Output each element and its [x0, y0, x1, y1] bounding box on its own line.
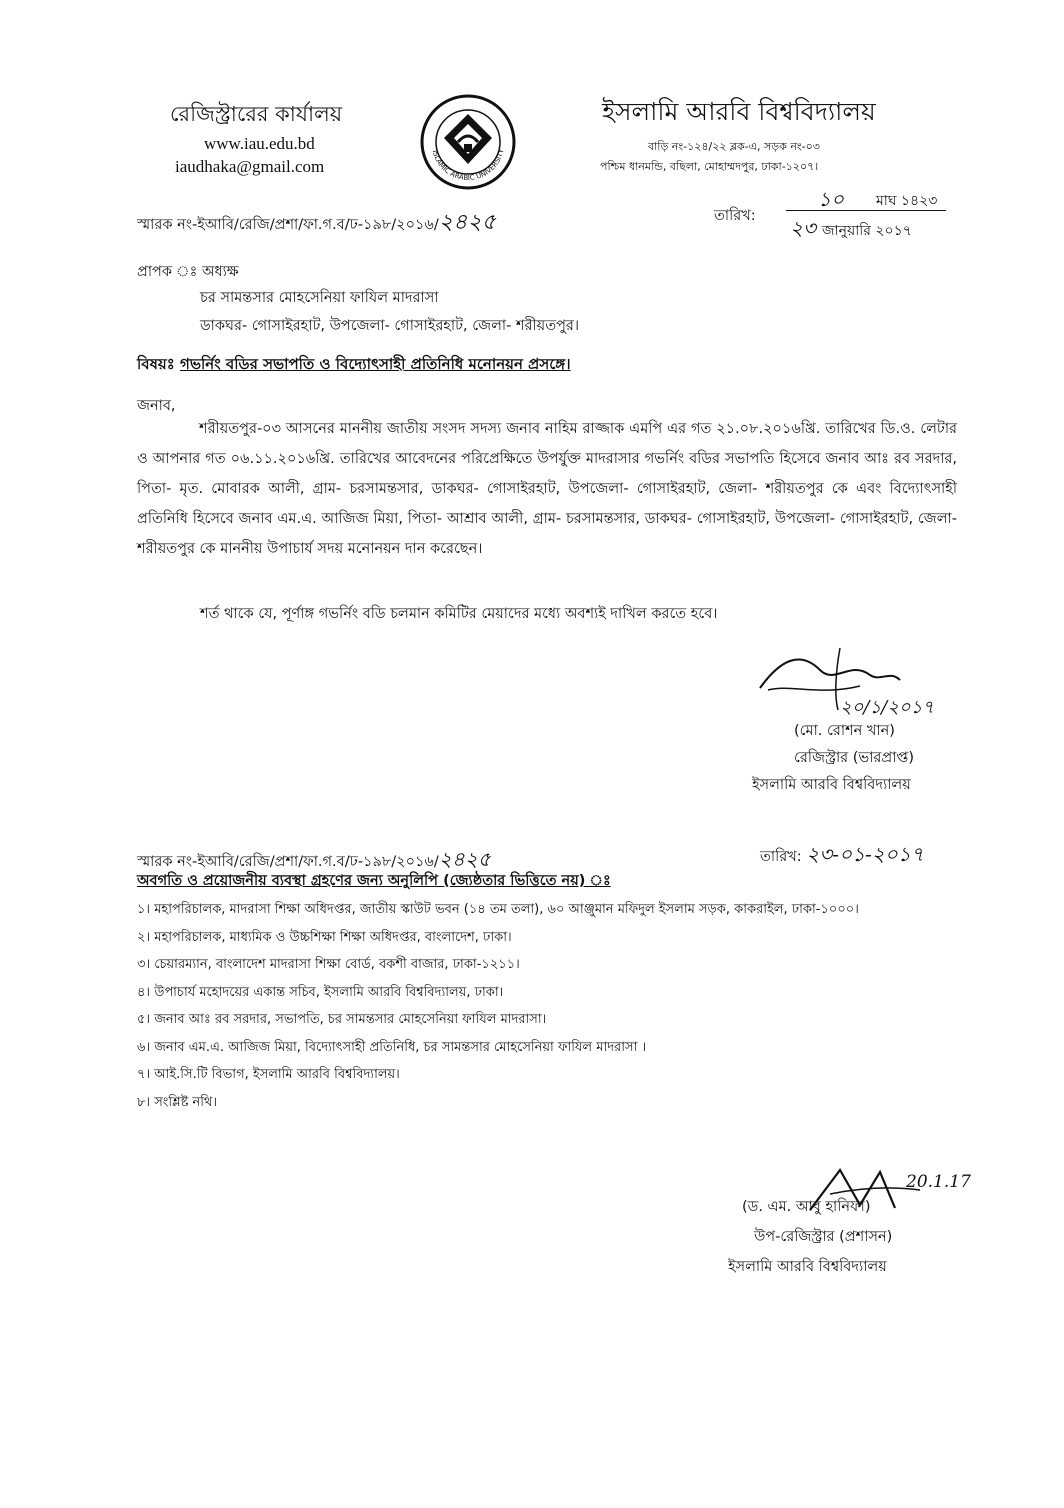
signature-2-date: 20.1.17 — [906, 1172, 971, 1192]
signature-1-org: ইসলামি আরবি বিশ্ববিদ্যালয় — [752, 777, 911, 793]
recipient-line-2: ডাকঘর- গোসাইরহাট, উপজেলা- গোসাইরহাট, জেলা- শরীয়তপুর। — [200, 318, 580, 334]
website[interactable]: www.iau.edu.bd — [204, 134, 315, 153]
memo-number-text: ইআবি/রেজি/প্রশা/ফা.গ.ব/ঢ-১৯৮/২০১৬/ — [197, 217, 439, 233]
memo-2-number-text: ইআবি/রেজি/প্রশা/ফা.গ.ব/ঢ-১৯৮/২০১৬/ — [197, 854, 439, 870]
subject — [137, 353, 571, 378]
address-line-2: পশ্চিম ধানমন্ডি, বছিলা, মোহাম্মদপুর, ঢাকা-১২০৭। — [600, 160, 819, 173]
memo-2-handwritten-date: ২৩-০১-২০১৭ — [806, 842, 924, 866]
office-name: রেজিস্ট্রারের কার্যালয় — [170, 102, 343, 126]
list-item: ৫। জনাব আঃ রব সরদার, সভাপতি, চর সামন্তসার মোহসেনিয়া ফাযিল মাদরাসা। — [137, 1012, 547, 1027]
memo-date-bn-day: ১০ — [818, 187, 844, 211]
recipient-label: প্রাপক ঃ অধ্যক্ষ — [137, 264, 239, 280]
memo-2-date-label: তারিখ: — [760, 849, 802, 865]
signature-2-name: (ড. এম. আবু হানিফা) — [742, 1199, 871, 1215]
list-item: ৪। উপাচার্য মহোদয়ের একান্ত সচিব, ইসলামি আরবি বিশ্ববিদ্যালয়, ঢাকা। — [137, 984, 504, 1000]
memo-2-label: স্মারক নং- — [137, 854, 198, 870]
university-logo — [418, 92, 518, 192]
salutation: জনাব, — [137, 398, 176, 414]
subject-text: গভর্নিং বডির সভাপতি ও বিদ্যোৎসাহী প্রতিনিধি মনোনয়ন প্রসঙ্গে। — [179, 355, 571, 373]
list-item: ৭। আই.সি.টি বিভাগ, ইসলামি আরবি বিশ্ববিদ্যালয়। — [137, 1067, 400, 1082]
recipient-line-1: চর সামন্তসার মোহসেনিয়া ফাযিল মাদরাসা — [200, 290, 439, 306]
memo-2-handwritten-number: ২৪২৫ — [438, 847, 491, 871]
logo-text: ISLAMIC ARABIC UNIVERSITY — [430, 148, 506, 183]
body-paragraph-1: শরীয়তপুর-০৩ আসনের মাননীয় জাতীয় সংসদ সদস্য জনাব নাহিম রাজ্জাক এমপি এর গত ২১.০৮.২০১৬খ্রি. তারিখের ডি.ও. লেটার ও আপনার গত ০৬.১১.২০১৬খ্রি. তারিখের আবেদনের পরিপ্রেক্ষিতে উপর্যুক্ত মাদরাসার গভর্নিং বডির সভাপতি হিসেবে জনাব আঃ রব সরদার, পিতা- মৃত. মোবারক আলী, গ্রাম- চরসামন্তসার, ডাকঘর- গোসাইরহাট, উপজেলা- গোসাইরহাট, জেলা- শরীয়তপুর কে এবং বিদ্যোৎসাহী প্রতিনিধি হিসেবে জনাব এম.এ. আজিজ মিয়া, পিতা- আশ্রাব আলী, গ্রাম- চরসামন্তসার, ডাকঘর- গোসাইরহাট, উপজেলা- গোসাইরহাট, জেলা- শরীয়তপুর কে মাননীয় উপাচার্য সদয় মনোনয়ন দান করেছেন। — [137, 421, 957, 557]
memo-date-bn-month: মাঘ ১৪২৩ — [876, 193, 938, 209]
signature-1-title: রেজিস্ট্রার (ভারপ্রাপ্ত) — [794, 750, 915, 766]
list-item: ২। মহাপরিচালক, মাধ্যমিক ও উচ্চশিক্ষা শিক্ষা অধিদপ্তর, বাংলাদেশ, ঢাকা। — [137, 929, 512, 945]
copies-heading: অবগতি ও প্রয়োজনীয় ব্যবস্থা গ্রহণের জন্য অনুলিপি (জ্যেষ্ঠতার ভিত্তিতে নয়) ঃ — [137, 873, 611, 889]
memo-date-label: তারিখ: — [714, 208, 756, 224]
list-item: ৬। জনাব এম.এ. আজিজ মিয়া, বিদ্যোৎসাহী প্রতিনিধি, চর সামন্তসার মোহসেনিয়া ফাযিল মাদরাসা । — [137, 1039, 647, 1055]
signature-1-name: (মো. রোশন খান) — [794, 723, 895, 739]
memo-2-date — [760, 840, 924, 873]
list-item: ১। মহাপরিচালক, মাদরাসা শিক্ষা অধিদপ্তর, জাতীয় স্কাউট ভবন (১৪ তম তলা), ৬০ আঞ্জুমান মফিদুল ইসলাম সড়ক, কাকরাইল, ঢাকা-১০০০। — [137, 902, 859, 917]
email[interactable]: iaudhaka@gmail.com — [175, 157, 325, 176]
date-divider — [786, 210, 946, 211]
copies-list — [137, 896, 859, 1116]
body-paragraph-2: শর্ত থাকে যে, পূর্ণাঙ্গ গভর্নিং বডি চলমান কমিটির মেয়াদের মধ্যে অবশ্যই দাখিল করতে হবে। — [200, 606, 718, 622]
list-item: ৮। সংশ্লিষ্ট নথি। — [137, 1094, 218, 1110]
signature-2-title: উপ-রেজিস্ট্রার (প্রশাসন) — [754, 1229, 893, 1245]
subject-label: বিষয়ঃ — [137, 355, 175, 373]
memo-date-en-month: জানুয়ারি ২০১৭ — [822, 223, 912, 239]
memo-number — [137, 205, 496, 242]
signature-1-date: ২০/১/২০১৭ — [840, 697, 935, 718]
memo-date-en-day: ২৩ — [790, 216, 817, 240]
university-name: ইসলামি আরবি বিশ্ববিদ্যালয় — [602, 97, 876, 126]
list-item: ৩। চেয়ারম্যান, বাংলাদেশ মাদরাসা শিক্ষা বোর্ড, বকশী বাজার, ঢাকা-১২১১। — [137, 957, 520, 972]
memo-handwritten-number: ২৪২৫ — [438, 210, 496, 235]
signature-2-org: ইসলামি আরবি বিশ্ববিদ্যালয় — [728, 1259, 887, 1275]
address-line-1: বাড়ি নং-১২৪/২২ ব্লক-এ, সড়ক নং-০৩ — [648, 140, 820, 153]
memo-label: স্মারক নং- — [137, 217, 198, 233]
